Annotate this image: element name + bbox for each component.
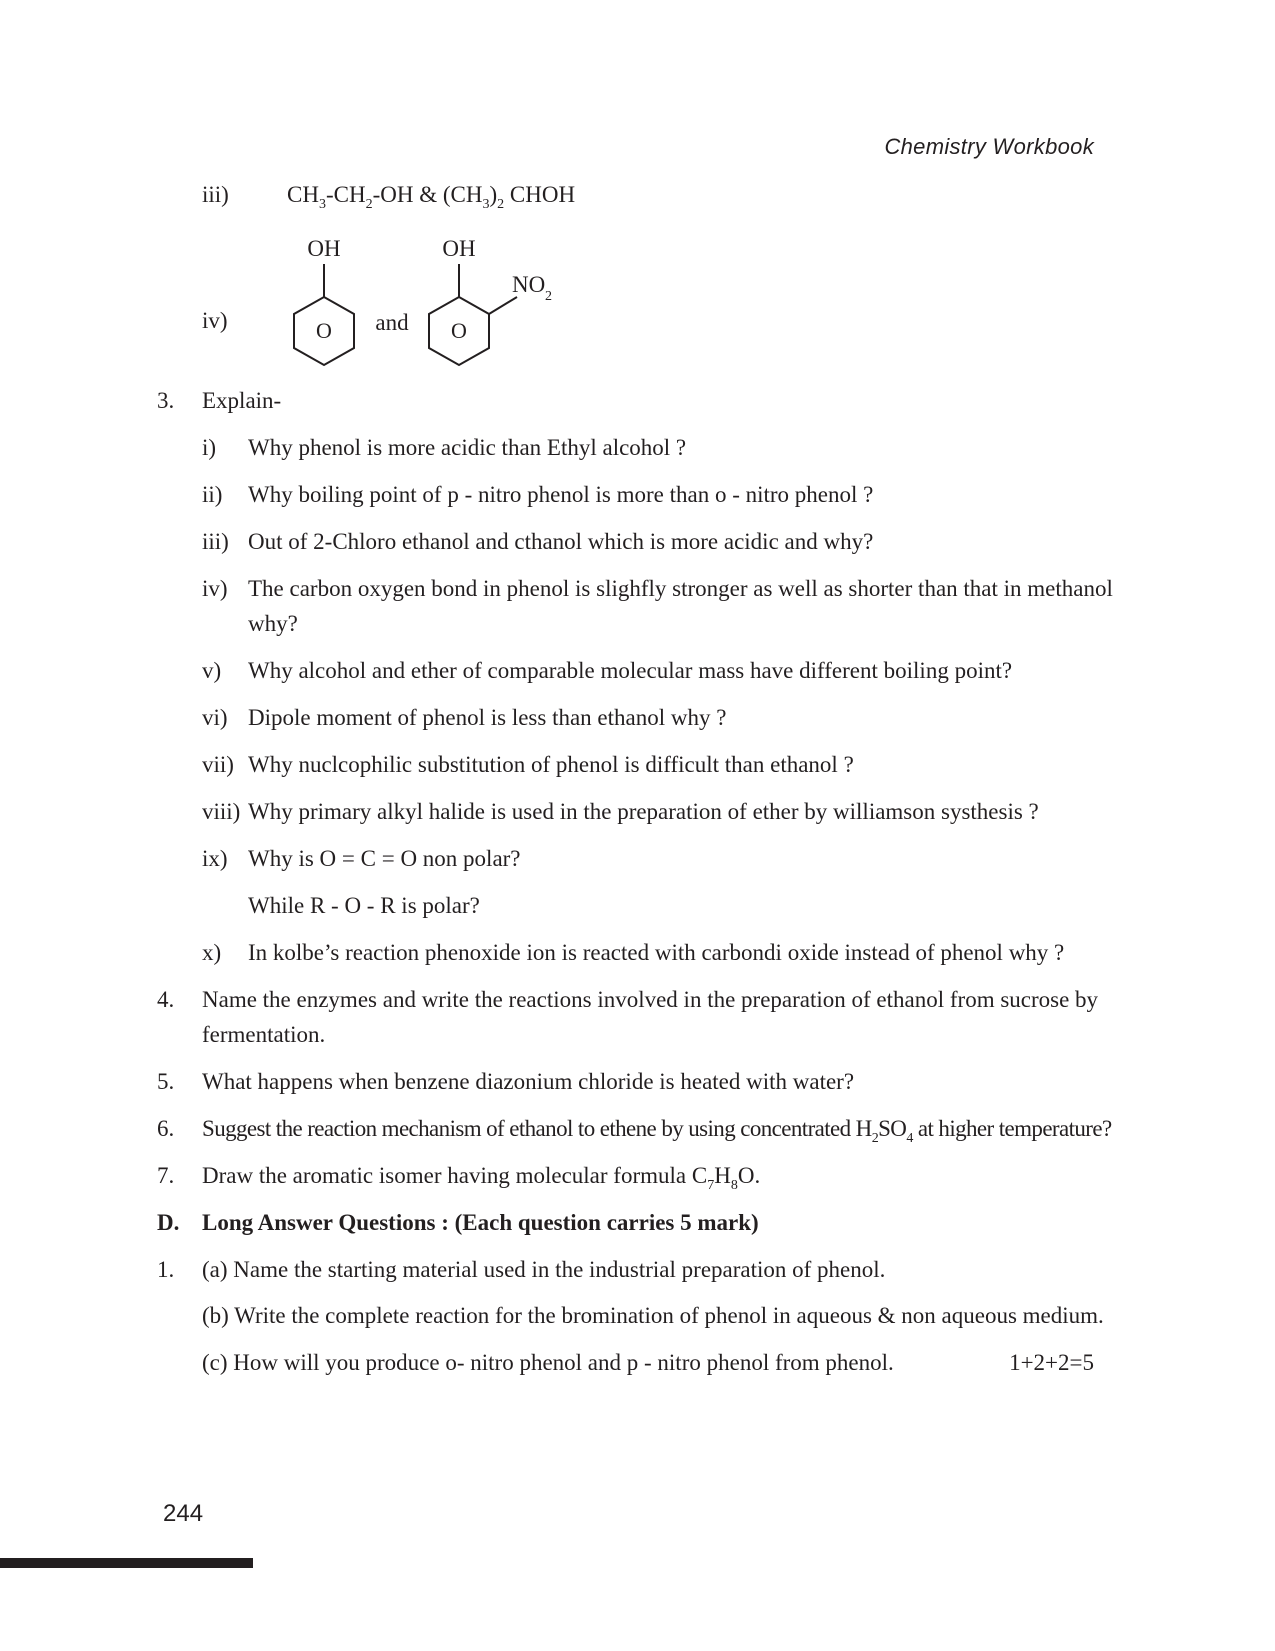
footer-bar bbox=[0, 1558, 253, 1568]
q4-text-continued: fermentation. bbox=[202, 1022, 326, 1047]
long-q1-part-b: (b) Write the complete reaction for the bromination of phenol in aqueous & non aqueous medium. bbox=[202, 1303, 1104, 1328]
q7-number: 7. bbox=[157, 1163, 175, 1188]
q3-item-text: Why is O = C = O non polar? bbox=[248, 846, 521, 871]
q3-item-number: vii) bbox=[202, 752, 234, 777]
q3-item-text: In kolbe’s reaction phenoxide ion is reacted with carbondi oxide instead of phenol why ? bbox=[248, 940, 1065, 965]
q3-item-number: i) bbox=[202, 435, 217, 460]
q3-item-number: ix) bbox=[202, 846, 228, 871]
nitro-bond bbox=[489, 297, 517, 314]
phenol-oh-label: OH bbox=[307, 236, 341, 261]
section-d-letter: D. bbox=[157, 1210, 180, 1235]
page-header-title: Chemistry Workbook bbox=[884, 134, 1094, 159]
section-d-title: Long Answer Questions : (Each question carries 5 mark) bbox=[202, 1210, 759, 1235]
q5-number: 5. bbox=[157, 1069, 175, 1094]
phenol-ring-o-label: O bbox=[316, 318, 332, 343]
nitrophenol-ring-o-label: O bbox=[451, 318, 467, 343]
long-q1-marks: 1+2+2=5 bbox=[1009, 1350, 1094, 1375]
q4-text: Name the enzymes and write the reactions involved in the preparation of ethanol from sucrose by bbox=[202, 987, 1099, 1012]
q3-item-number: vi) bbox=[202, 705, 228, 730]
q3-item-text: Why nuclcophilic substitution of phenol is difficult than ethanol ? bbox=[248, 752, 854, 777]
nitrophenol-oh-label: OH bbox=[442, 236, 476, 261]
q7-text: Draw the aromatic isomer having molecular formula $C_7H_8O$. bbox=[202, 1163, 761, 1193]
q3-item-text-continued: why? bbox=[248, 611, 298, 636]
q6-text: Suggest the reaction mechanism of ethanol to ethene by using concentrated $H_2SO_4$ at higher temperature? bbox=[202, 1116, 1112, 1146]
q3-item-text: Dipole moment of phenol is less than ethanol why ? bbox=[248, 705, 727, 730]
long-q1-part-a: (a) Name the starting material used in the industrial preparation of phenol. bbox=[202, 1257, 886, 1282]
page-number: 244 bbox=[163, 1500, 204, 1527]
q3-item-number: viii) bbox=[202, 799, 241, 824]
q3-item-text: Why alcohol and ether of comparable molecular mass have different boiling point? bbox=[248, 658, 1013, 683]
q3-item-text: Out of 2-Chloro ethanol and cthanol which is more acidic and why? bbox=[248, 529, 874, 554]
q3-item-text: The carbon oxygen bond in phenol is slighfly stronger as well as shorter than that in methanol bbox=[248, 576, 1113, 601]
q3-item-text: Why phenol is more acidic than Ethyl alcohol ? bbox=[248, 435, 687, 460]
and-label: and bbox=[375, 310, 409, 335]
q3-item-text: Why primary alkyl halide is used in the preparation of ether by williamson systhesis ? bbox=[248, 799, 1039, 824]
q3-title: Explain- bbox=[202, 388, 282, 413]
nitro-subscript: 2 bbox=[545, 289, 552, 304]
q3-item-number: x) bbox=[202, 940, 222, 965]
q2-iii-number: iii) bbox=[202, 182, 229, 207]
q3-item-text: Why boiling point of p - nitro phenol is more than o - nitro phenol ? bbox=[248, 482, 874, 507]
long-q1-number: 1. bbox=[157, 1257, 175, 1282]
q3-number: 3. bbox=[157, 388, 175, 413]
q4-number: 4. bbox=[157, 987, 175, 1012]
nitro-label: NO bbox=[512, 272, 546, 297]
q6-number: 6. bbox=[157, 1116, 175, 1141]
q5-text: What happens when benzene diazonium chloride is heated with water? bbox=[202, 1069, 855, 1094]
q2-iv-number: iv) bbox=[202, 308, 228, 333]
q3-item-number: iii) bbox=[202, 529, 229, 554]
q3-item-text-continued: While R - O - R is polar? bbox=[248, 893, 480, 918]
q3-item-number: iv) bbox=[202, 576, 228, 601]
q2-iii-formula: $CH_3-CH_2-OH$ & $(CH_3)_2$ CHOH bbox=[287, 182, 576, 212]
phenol-structures-diagram bbox=[270, 228, 590, 378]
q3-item-number: v) bbox=[202, 658, 222, 683]
long-q1-part-c: (c) How will you produce o- nitro phenol and p - nitro phenol from phenol. bbox=[202, 1350, 894, 1375]
q3-item-number: ii) bbox=[202, 482, 223, 507]
